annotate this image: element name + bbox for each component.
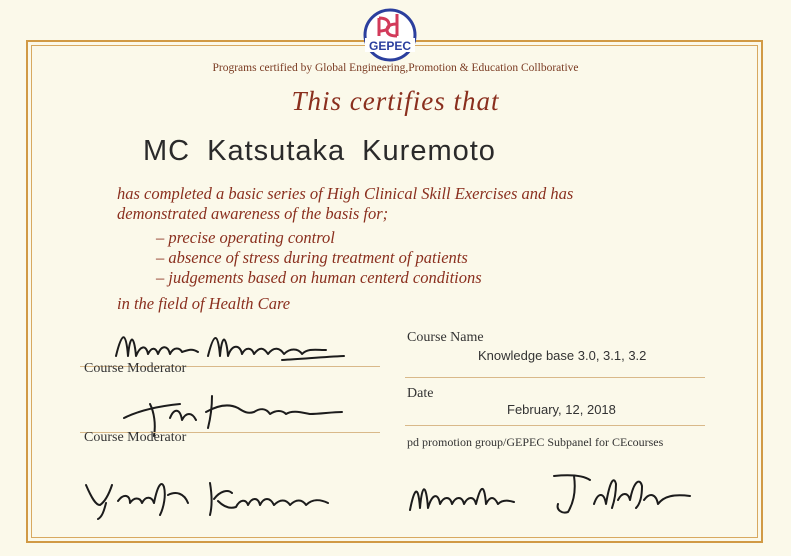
skill-list [156, 228, 482, 288]
body-line-2: demonstrated awareness of the basis for; [117, 204, 389, 223]
body-paragraph [117, 184, 717, 224]
body-line-1: has completed a basic series of High Clinical Skill Exercises and has [117, 184, 574, 203]
signature-bottom-right [404, 470, 704, 515]
certifies-heading: This certifies that [291, 86, 500, 116]
skill-item: – precise operating control [156, 228, 335, 247]
course-name-value: Knowledge base 3.0, 3.1, 3.2 [478, 348, 647, 363]
signature-bottom-left [80, 475, 350, 520]
logo-text: GEPEC [368, 39, 412, 53]
issuer-text: pd promotion group/GEPEC Subpanel for CEcourses [407, 435, 664, 449]
skill-item: – absence of stress during treatment of patients [156, 248, 468, 267]
field-line: in the field of Health Care [117, 294, 291, 313]
gepec-logo [355, 8, 425, 64]
date-label: Date [407, 386, 434, 401]
course-name-label: Course Name [407, 330, 484, 345]
moderator-label-2: Course Moderator [84, 430, 187, 445]
signature-moderator-1 [112, 326, 352, 366]
date-line [405, 425, 705, 426]
header-line [0, 62, 791, 74]
course-line [405, 377, 705, 378]
recipient-name: MC Katsutaka Kuremoto [143, 135, 496, 167]
moderator-label-1: Course Moderator [84, 361, 187, 376]
header-text: Programs certified by Global Engineering,Promotion & Education Collborative [206, 62, 584, 74]
skill-item: – judgements based on human centerd conditions [156, 268, 482, 287]
certificate-border-inner [31, 45, 758, 538]
date-value: February, 12, 2018 [507, 402, 616, 417]
